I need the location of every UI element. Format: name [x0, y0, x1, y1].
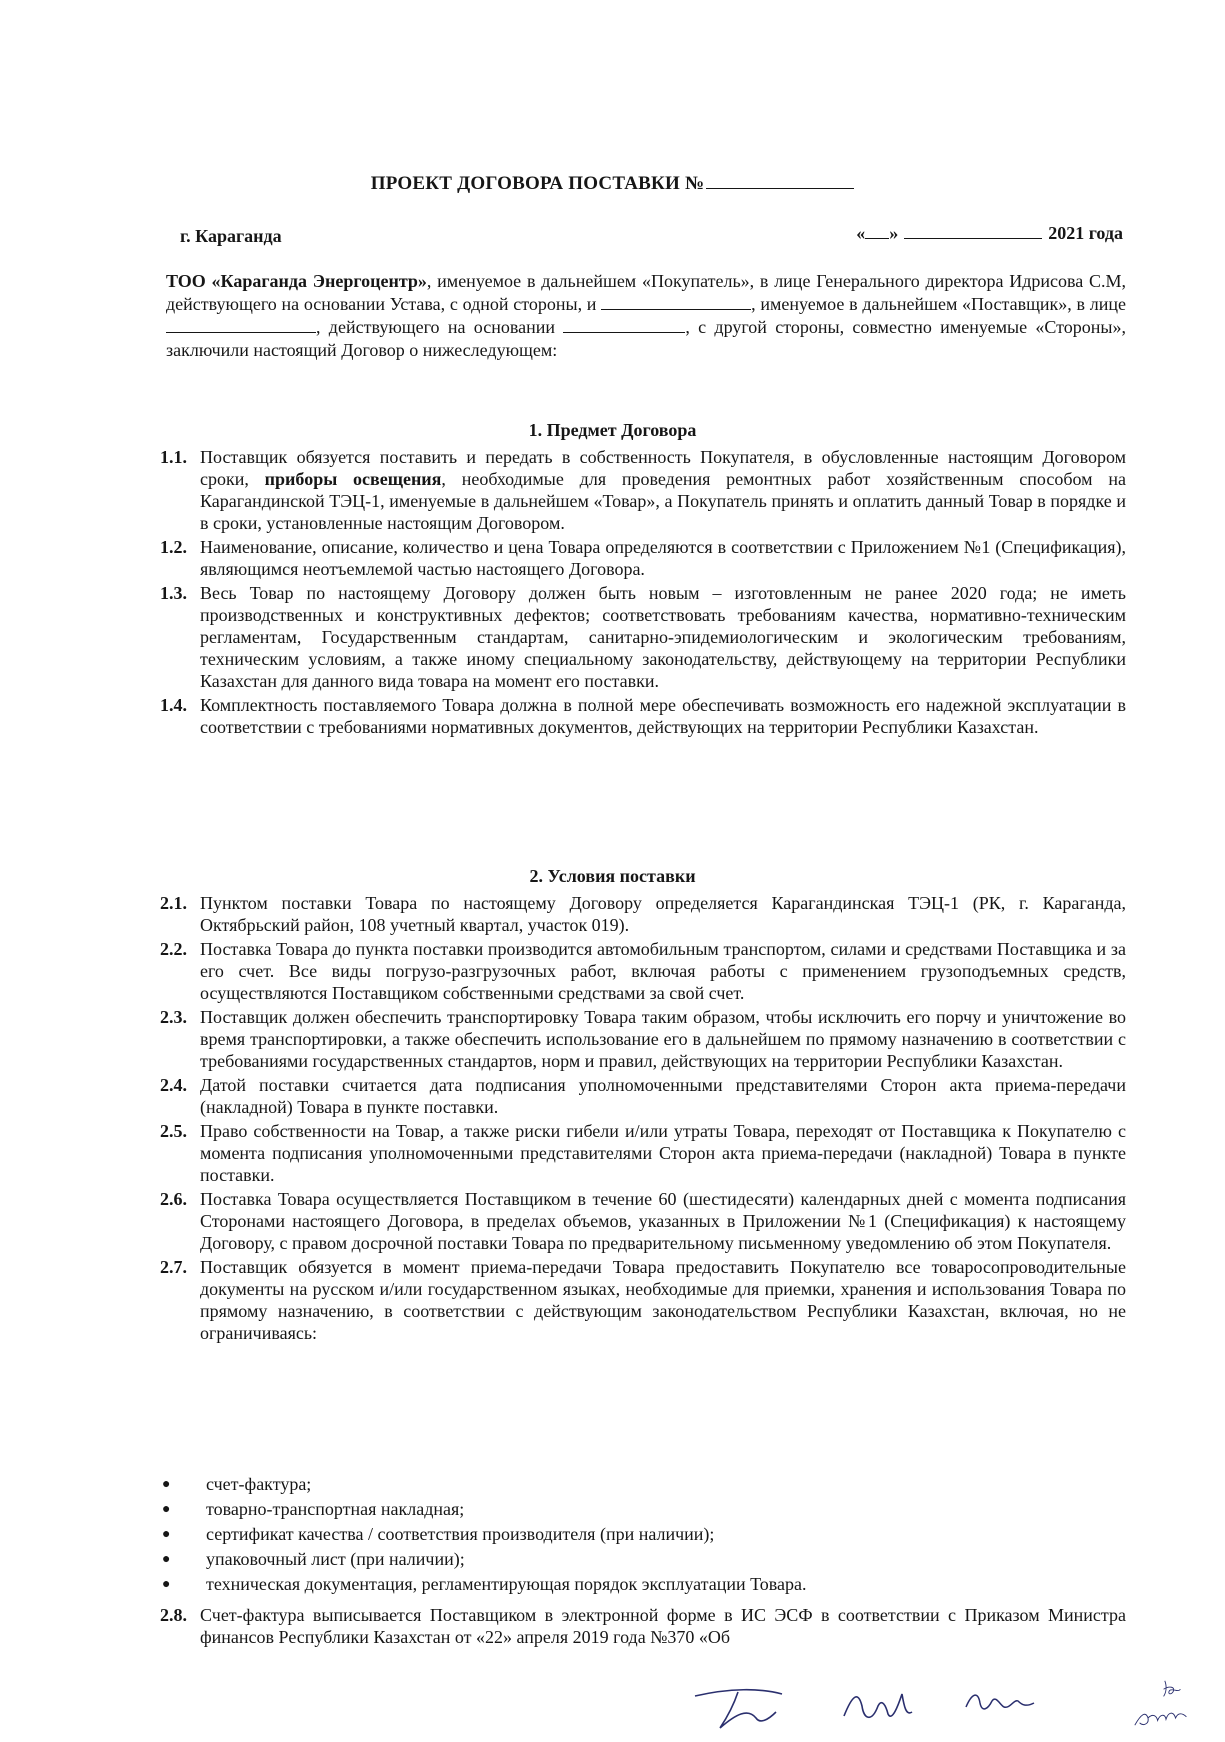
date-open-quote: « — [856, 223, 866, 243]
intro-text-1: , именуемое в дальнейшем «Покупатель», в лице Генерального директора Идрисова С.М, действующего на основании Устава, с одной стороны, и — [166, 271, 1127, 314]
clause-text: Наименование, описание, количество и цена Товара определяются в соответствии с Приложением №1 (Спецификация), являющимся неотъемлемой частью настоящего Договора. — [200, 537, 1126, 579]
clause-number: 1.4. — [160, 695, 187, 715]
clause — [160, 1256, 1126, 1344]
clause-text: Поставка Товара до пункта поставки производится автомобильным транспортом, силами и средствами Поставщика и за его счет. Все виды погрузо-разгрузочных работ, включая работы с применением грузоподъемных средств, осуществляются Поставщиком собственными средствами за свой счет. — [200, 939, 1126, 1003]
clause-number: 2.6. — [160, 1189, 187, 1209]
documents-list — [160, 1472, 1126, 1597]
clause-text-post: , необходимые для проведения ремонтных работ хозяйственным способом на Карагандинской ТЭЦ-1, именуемые в дальнейшем «Товар», а Покупатель принять и оплатить данный Товар в порядке и в сроки, установленные настоящим Договором. — [200, 469, 1126, 533]
clause-number: 2.7. — [160, 1257, 187, 1277]
clause — [160, 1074, 1126, 1118]
intro-text-3: , действующего на основании — [316, 317, 564, 337]
bullet-icon: ● — [162, 1577, 171, 1592]
clause — [160, 938, 1126, 1004]
clause — [160, 1188, 1126, 1254]
clause-number: 1.2. — [160, 537, 187, 557]
clause-number: 1.1. — [160, 447, 187, 467]
bullet-icon: ● — [162, 1502, 171, 1517]
list-item-text: сертификат качества / соответствия производителя (при наличии); — [206, 1524, 715, 1544]
date-close-quote: » — [889, 223, 899, 243]
clause-text: Счет-фактура выписывается Поставщиком в электронной форме в ИС ЭСФ в соответствии с Приказом Министра финансов Республики Казахстан от «22» апреля 2019 года №370 «Об — [200, 1605, 1126, 1647]
list-item — [160, 1547, 1126, 1572]
clause — [160, 536, 1126, 580]
clause-text: Комплектность поставляемого Товара должна в полной мере обеспечивать возможность его надежной эксплуатации в соответствии с требованиями нормативных документов, действующих на территории Республики Казахстан. — [200, 695, 1126, 737]
intro-text-2: , именуемое в дальнейшем «Поставщик», в лице — [751, 294, 1126, 314]
section-2-last-clause — [160, 1604, 1126, 1650]
clause — [160, 446, 1126, 534]
list-item-text: упаковочный лист (при наличии); — [206, 1549, 465, 1569]
clause-number: 2.2. — [160, 939, 187, 959]
buyer-company: ТОО «Караганда Энергоцентр» — [166, 271, 427, 291]
signature-2-icon — [838, 1676, 918, 1736]
clause-text-bold: приборы освещения — [264, 469, 442, 489]
city-label: г. Караганда — [180, 226, 282, 246]
clause-number: 1.3. — [160, 583, 187, 603]
clause-text: Пунктом поставки Товара по настоящему Договору определяется Карагандинская ТЭЦ-1 (РК, г. Караганда, Октябрьский район, 108 учетный квартал, участок 019). — [200, 893, 1126, 935]
month-blank — [904, 223, 1042, 239]
clause — [160, 582, 1126, 692]
clause — [160, 892, 1126, 936]
supplier-name-blank — [601, 294, 751, 310]
list-item-text: товарно-транспортная накладная; — [206, 1499, 465, 1519]
clause-text: Весь Товар по настоящему Договору должен быть новым – изготовленным не ранее 2020 года; не иметь производственных и конструктивных дефектов; соответствовать требованиям качества, нормативно-техническим регламентам, Государственным стандартам, санитарно-эпидемиологическим и экологическим требованиям, техническим условиям, а также иному специальному законодательству, действующему на территории Республики Казахстан для данного вида товара на момент его поставки. — [200, 583, 1126, 691]
bullet-icon: ● — [162, 1477, 171, 1492]
section-1-title: 1. Предмет Договора — [528, 420, 697, 440]
clause — [160, 1120, 1126, 1186]
document-title-text: ПРОЕКТ ДОГОВОРА ПОСТАВКИ № — [370, 173, 705, 194]
clause-text-pre: Поставщик обязуется поставить и передать в собственность Покупателя, в обусловленные настоящим Договором сроки, — [200, 447, 1126, 489]
clause-text: Датой поставки считается дата подписания уполномоченными представителями Сторон акта приема-передачи (накладной) Товара в пункте поставки. — [200, 1075, 1126, 1117]
clause-number: 2.3. — [160, 1007, 187, 1027]
clause-text — [200, 446, 1126, 534]
clause-text: Поставщик обязуется в момент приема-передачи Товара предоставить Покупателю все товаросопроводительные документы на русском и/или государственном языках, необходимые для приемки, хранения и использования Товара по прямому назначению, в соответствии с действующим законодательством Республики Казахстан, включая, но не ограничиваясь: — [200, 1257, 1126, 1343]
bullet-icon: ● — [162, 1552, 171, 1567]
list-item — [160, 1522, 1126, 1547]
date-line — [856, 223, 1123, 244]
list-item-text: техническая документация, регламентирующая порядок эксплуатации Товара. — [206, 1574, 807, 1594]
list-item — [160, 1497, 1126, 1522]
section-1-clauses — [160, 446, 1126, 740]
clause — [160, 1006, 1126, 1072]
supplier-rep-blank — [166, 317, 316, 333]
clause-number: 2.4. — [160, 1075, 187, 1095]
intro-text-4: , с другой стороны, совместно именуемые «Стороны», заключили настоящий Договор о нижеследующем: — [166, 317, 1126, 360]
section-2-clauses — [160, 892, 1126, 1346]
signature-4-icon — [1110, 1676, 1210, 1736]
clause — [160, 1604, 1126, 1648]
day-blank — [865, 223, 889, 239]
clause — [160, 694, 1126, 738]
supplier-basis-blank — [563, 317, 685, 333]
signature-1-icon — [690, 1674, 800, 1734]
date-year: 2021 года — [1048, 223, 1123, 243]
signature-3-icon — [960, 1670, 1040, 1730]
contract-number-blank — [706, 172, 854, 189]
clause-number: 2.1. — [160, 893, 187, 913]
intro-paragraph — [166, 270, 1126, 362]
bullet-icon: ● — [162, 1527, 171, 1542]
document-title — [0, 172, 1225, 195]
list-item — [160, 1472, 1126, 1497]
list-item-text: счет-фактура; — [206, 1474, 312, 1494]
section-2-title: 2. Условия поставки — [529, 866, 696, 886]
clause-text: Поставщик должен обеспечить транспортировку Товара таким образом, чтобы исключить его порчу и уничтожение во время транспортировки, а также обеспечить использование его в дальнейшем по прямому назначению в соответствии с требованиями государственных стандартов, норм и правил, действующих на территории Республики Казахстан. — [200, 1007, 1126, 1071]
clause-number: 2.8. — [160, 1605, 187, 1625]
clause-number: 2.5. — [160, 1121, 187, 1141]
clause-text: Поставка Товара осуществляется Поставщиком в течение 60 (шестидесяти) календарных дней с момента подписания Сторонами настоящего Договора, в пределах объемов, указанных в Приложении №1 (Спецификация) к настоящему Договору, с правом досрочной поставки Товара по предварительному письменному уведомлению об этом Покупателя. — [200, 1189, 1126, 1253]
clause-text: Право собственности на Товар, а также риски гибели и/или утраты Товара, переходят от Поставщика к Покупателю с момента подписания уполномоченными представителями Сторон акта приема-передачи (накладной) Товара в пункте поставки. — [200, 1121, 1126, 1185]
list-item — [160, 1572, 1126, 1597]
